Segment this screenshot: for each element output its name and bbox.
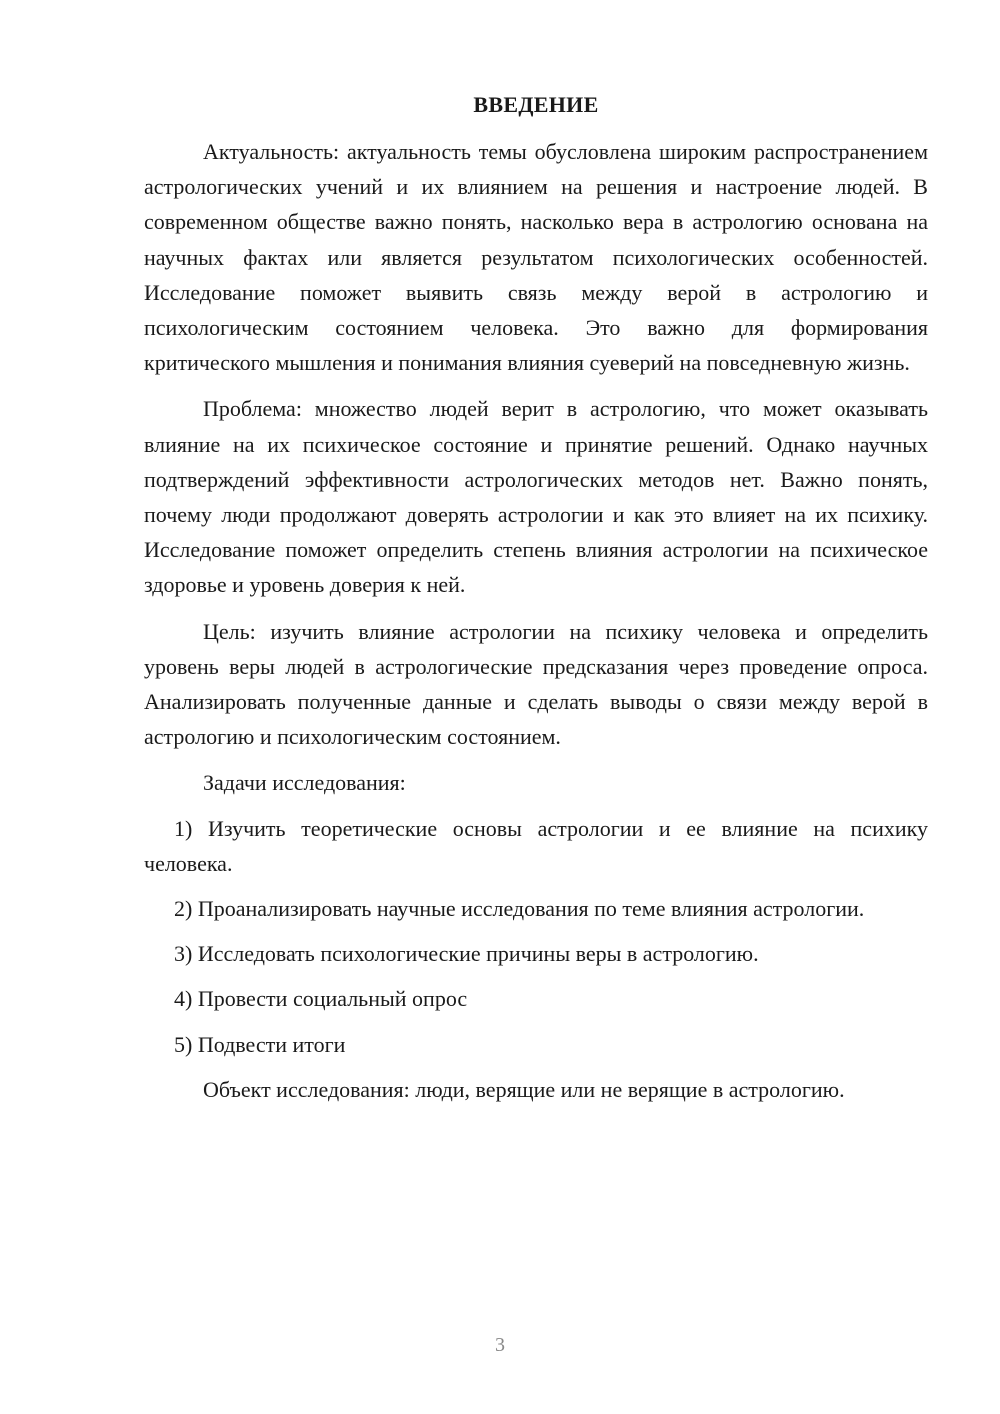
task-item-4: 4) Провести социальный опрос [174, 986, 468, 1012]
section-heading: ВВЕДЕНИЕ [473, 92, 599, 117]
task-item-5: 5) Подвести итоги [174, 1031, 346, 1057]
tasks-title: Задачи исследования: [203, 770, 406, 796]
document-page [144, 92, 928, 1117]
paragraph-object: Объект исследования: люди, верящие или не верящие в астрологию. [203, 1076, 845, 1102]
task-item-1: 1) Изучить теоретические основы астрологии и ее влияние на психику человека. [144, 815, 928, 876]
paragraph-problem: Проблема: множество людей верит в астрологию, что может оказывать влияние на их психическое состояние и принятие решений. Однако научных подтверждений эффективности астрологических методов нет. Важно понять, почему люди продолжают доверять астрологии и как это влияет на их психику. Исследование поможет определить степень влияния астрологии на психическое здоровье и уровень доверия к ней. [144, 396, 928, 598]
task-item-2: 2) Проанализировать научные исследования по теме влияния астрологии. [174, 896, 865, 922]
page-number: 3 [495, 1334, 505, 1356]
paragraph-goal: Цель: изучить влияние астрологии на психику человека и определить уровень веры людей в астрологические предсказания через проведение опроса. Анализировать полученные данные и сделать выводы о связи между верой в астрологию и психологическим состоянием. [144, 618, 928, 750]
paragraph-relevance: Актуальность: актуальность темы обусловлена широким распространением астрологических учений и их влиянием на решения и настроение людей. В современном обществе важно понять, насколько вера в астрологию основана на научных фактах или является результатом психологических особенностей. Исследование поможет выявить связь между верой в астрологию и психологическим состоянием человека. Это важно для формирования критического мышления и понимания влияния суеверий на повседневную жизнь. [144, 139, 928, 376]
task-item-3: 3) Исследовать психологические причины веры в астрологию. [174, 941, 759, 967]
